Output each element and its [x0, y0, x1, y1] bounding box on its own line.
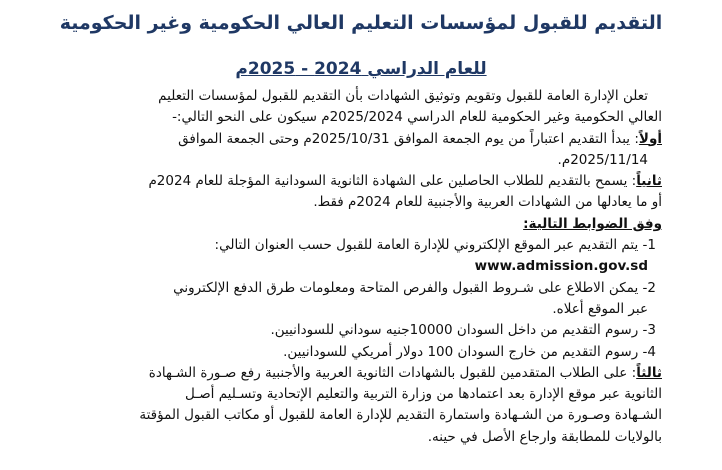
document-subtitle: للعام الدراسي 2024 - 2025م [235, 59, 487, 79]
list-item-number: 3- [642, 322, 656, 339]
third-clause-line-1 [34, 363, 662, 384]
admission-url-line [34, 256, 662, 277]
list-item [34, 320, 662, 341]
third-clause-line-2: الثانوية عبر موقع الإدارة بعد اعتمادها من وزارة التربية والتعليم الإتحادية وتسـليم أصـل [185, 386, 662, 403]
document-body [34, 86, 662, 448]
list-item-continuation: عبر الموقع أعلاه. [552, 300, 648, 317]
controls-heading: وفق الضوابط التالية: [523, 215, 662, 232]
list-item-text: يمكن الاطلاع على شـروط القبول والفرص المتاحة ومعلومات طرق الدفع الإلكتروني [173, 279, 639, 296]
third-clause-line-3: الشـهادة وصـورة من الشـهادة واستمارة التقديم للإدارة العامة للقبول أو مكاتب القبول المؤقتة [139, 407, 662, 424]
list-item [34, 235, 662, 256]
first-clause-line-1 [34, 129, 662, 150]
first-clause-line-2: 2025/11/14م. [557, 151, 648, 168]
list-item-number: 2- [642, 279, 656, 296]
first-clause-text: : يبدأ التقديم اعتباراً من يوم الجمعة الموافق 2025/10/31م وحتى الجمعة الموافق [178, 130, 639, 147]
list-item [34, 342, 662, 363]
document-title: التقديم للقبول لمؤسسات التعليم العالي الحكومية وغير الحكومية [59, 12, 663, 34]
third-clause-text: : على الطلاب المتقدمين للقبول بالشهادات الثانوية العربية والأجنبية رفع صـورة الشـهادة [148, 364, 637, 381]
third-clause-line-4: بالولايات للمطابقة وارجاع الأصل في حينه. [427, 428, 662, 445]
second-clause-line-2: أو ما يعادلها من الشهادات العربية والأجنبية للعام 2024م فقط. [313, 194, 662, 211]
list-item-number: 1- [642, 237, 656, 254]
second-clause-line-1 [34, 171, 662, 192]
list-item-text: رسوم التقديم من داخل السودان 10000جنيه سوداني للسودانيين. [270, 322, 639, 339]
third-clause-label: ثالثاً [636, 364, 662, 381]
second-clause-label: ثانياً [636, 173, 662, 190]
intro-line-2: العالي الحكومية وغير الحكومية للعام الدراسي 2025/2024م سيكون على النحو التالي:- [172, 109, 662, 126]
admission-url: www.admission.gov.sd [474, 258, 648, 275]
intro-line-1: تعلن الإدارة العامة للقبول وتقويم وتوثيق الشهادات بأن التقديم للقبول لمؤسسات التعليم [158, 88, 648, 104]
list-item-number: 4- [642, 343, 656, 360]
first-clause-label: أولاً [638, 130, 662, 147]
list-item [34, 278, 662, 299]
second-clause-text: : يسمح بالتقديم للطلاب الحاصلين على الشهادة الثانوية السودانية المؤجلة للعام 2024م [148, 173, 637, 190]
list-item-text: يتم التقديم عبر الموقع الإلكتروني للإدارة العامة للقبول حسب العنوان التالي: [214, 237, 639, 254]
list-item-text: رسوم التقديم من خارج السودان 100 دولار أمريكي للسودانيين. [283, 343, 639, 360]
